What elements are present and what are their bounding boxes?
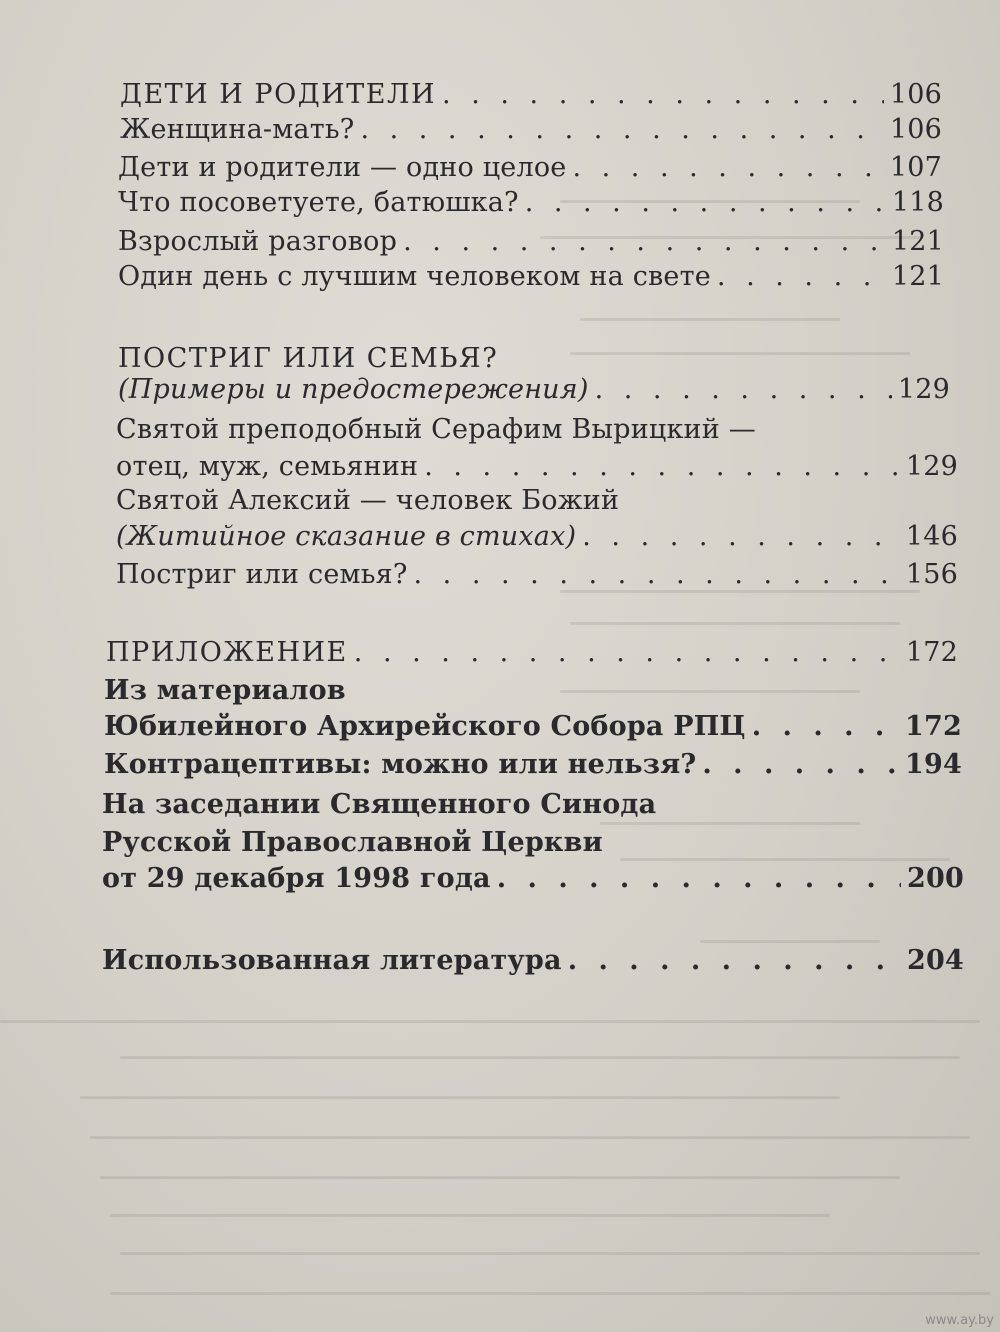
toc-literature	[102, 944, 964, 978]
toc-entry-line: Из материалов	[104, 675, 346, 706]
leader-dots	[568, 944, 901, 978]
toc-page-number: 172	[905, 711, 962, 742]
toc-page-number: 156	[905, 559, 958, 590]
leader-dots	[582, 520, 900, 554]
leader-dots	[525, 186, 886, 220]
toc-page-number: 118	[891, 187, 944, 218]
toc-entry-line: Русской Православной Церкви	[102, 827, 603, 858]
toc-entry-title: Женщина-мать?	[120, 114, 355, 145]
toc-heading-tonsure-family: ПОСТРИГ ИЛИ СЕМЬЯ?	[118, 343, 499, 374]
toc-entry-title: отец, муж, семьянин	[116, 451, 419, 482]
toc-page-number: 106	[889, 79, 942, 110]
leader-dots	[752, 710, 899, 744]
toc-entry	[116, 520, 958, 554]
toc-entry-title: (Житийное сказание в стихах)	[116, 521, 577, 552]
toc-heading-appendix	[106, 636, 958, 670]
toc-entry-title: Контрацептивы: можно или нельзя?	[104, 749, 697, 780]
toc-entry-title: Взрослый разговор	[118, 226, 398, 257]
toc-page-number: 129	[905, 451, 958, 482]
leader-dots	[414, 558, 900, 592]
toc-page-number: 106	[889, 114, 942, 145]
toc-heading-title: ДЕТИ И РОДИТЕЛИ	[120, 79, 437, 110]
toc-entry	[118, 225, 944, 259]
leader-dots	[717, 260, 886, 294]
toc-entry	[118, 151, 942, 185]
toc-page-number: 146	[905, 521, 958, 552]
toc-entry-title: Юбилейного Архирейского Собора РПЦ	[104, 711, 746, 742]
toc-entry	[104, 710, 962, 744]
leader-dots	[572, 151, 883, 185]
toc-page-number: 194	[905, 749, 962, 780]
toc-entry-title: Дети и родители — одно целое	[118, 152, 567, 183]
toc-entry-title: от 29 декабря 1998 года	[102, 863, 491, 894]
leader-dots	[702, 748, 899, 782]
toc-entry-title: Постриг или семья?	[116, 559, 408, 590]
toc-page-number: 107	[889, 152, 942, 183]
toc-entry-line: На заседании Священного Синода	[102, 789, 657, 820]
toc-entry-title: Что посоветуете, батюшка?	[118, 187, 519, 218]
leader-dots	[360, 113, 883, 147]
leader-dots	[595, 373, 892, 407]
toc-entry	[116, 558, 958, 592]
leader-dots	[354, 636, 900, 670]
toc-entry	[104, 748, 962, 782]
leader-dots	[442, 78, 884, 112]
toc-entry	[118, 186, 944, 220]
leader-dots	[403, 225, 886, 259]
toc-subheading	[118, 373, 950, 407]
leader-dots	[497, 862, 901, 896]
watermark: www.ay.by	[925, 1313, 994, 1328]
toc-entry	[102, 862, 964, 896]
toc-entry-line: Святой Алексий — человек Божий	[116, 485, 620, 516]
toc-page-number: 200	[907, 863, 964, 894]
toc-entry	[116, 450, 958, 484]
leader-dots	[424, 450, 900, 484]
toc-page-number: 121	[891, 261, 944, 292]
toc-entry-title: Использованная литература	[102, 945, 562, 976]
toc-entry-title: Один день с лучшим человеком на свете	[118, 261, 711, 292]
toc-page-number: 172	[905, 637, 958, 668]
toc-entry	[118, 260, 944, 294]
toc-entry	[120, 113, 942, 147]
toc-page-number: 129	[897, 374, 950, 405]
toc-subheading-title: (Примеры и предостережения)	[118, 374, 589, 405]
toc-page-number: 121	[891, 226, 944, 257]
toc-page-number: 204	[907, 945, 964, 976]
toc-heading-children-parents	[120, 78, 942, 112]
toc-entry-line: Святой преподобный Серафим Вырицкий —	[116, 414, 756, 445]
toc-heading-title: ПРИЛОЖЕНИЕ	[106, 637, 348, 668]
